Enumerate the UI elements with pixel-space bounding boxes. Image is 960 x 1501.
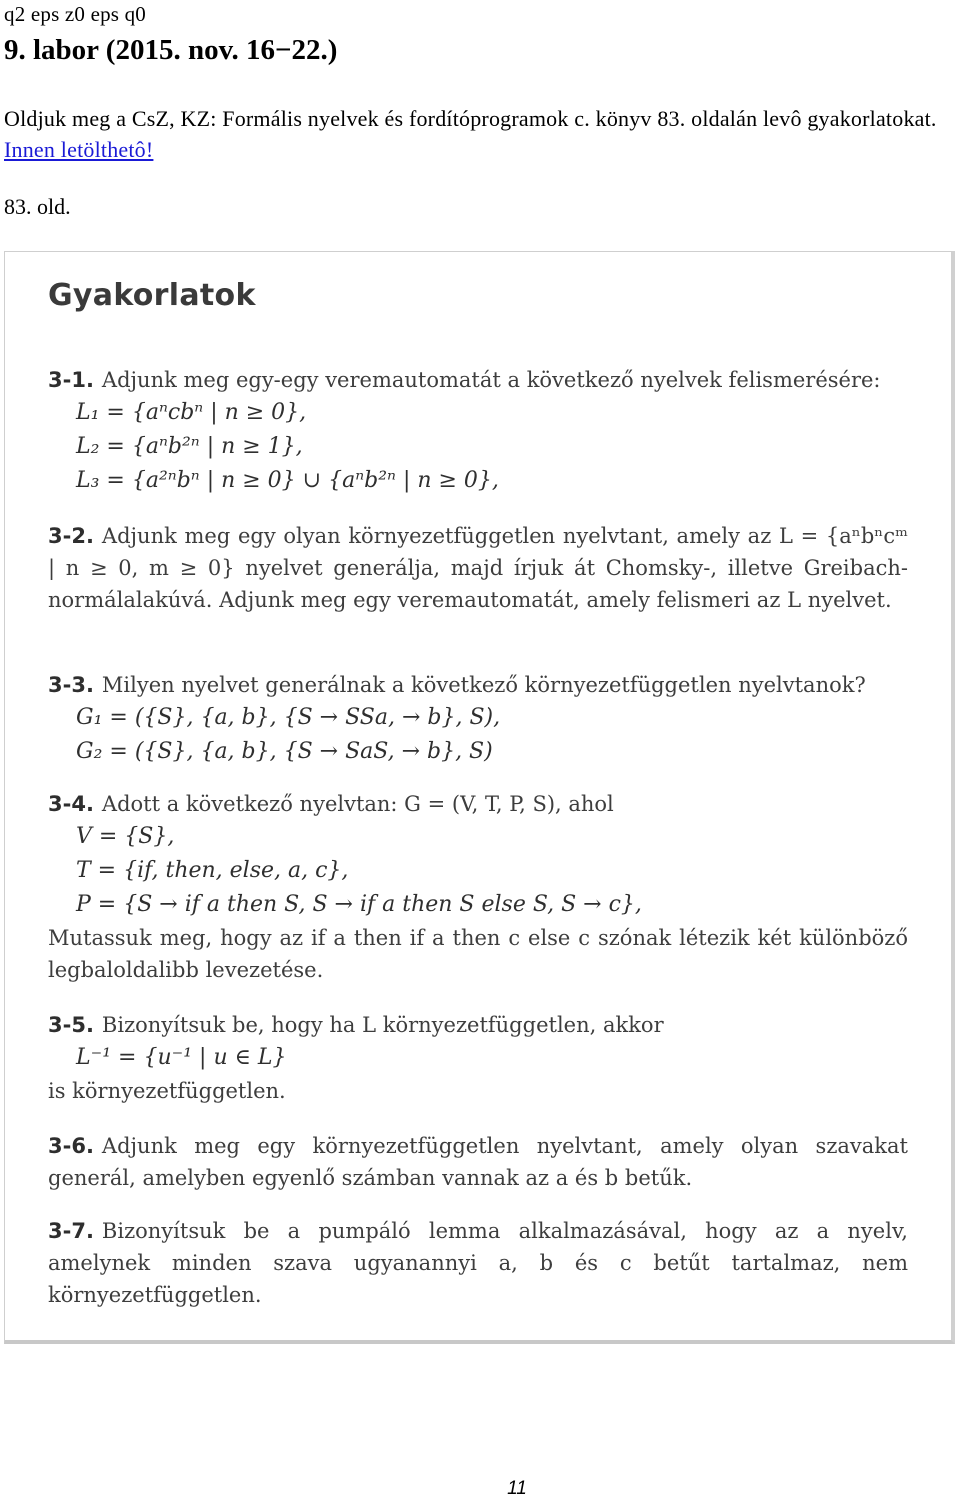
exercise-number: 3-4.: [48, 792, 94, 816]
equation: G₂ = ({S}, {a, b}, {S → SaS, → b}, S): [76, 739, 493, 764]
exercise-outro: Mutassuk meg, hogy az if a then if a then c else c szónak létezik két különböző legbaloldalibb levezetése.: [48, 926, 908, 982]
exercise-3-7: [48, 1215, 908, 1311]
exercise-text: Adjunk meg egy környezetfüggetlen nyelvtant, amely olyan szavakat generál, amelyben egyenlő számban vannak az a és b betűk.: [48, 1134, 908, 1190]
intro-paragraph: [4, 103, 956, 165]
equation: V = {S},: [76, 824, 175, 849]
scanned-textbook-page: [4, 251, 955, 1344]
equation: P = {S → if a then S, S → if a then S else S, S → c},: [76, 892, 642, 917]
lab-title: 9. labor (2015. nov. 16−22.): [4, 34, 338, 66]
equation: L₂ = {aⁿb²ⁿ | n ≥ 1},: [76, 434, 303, 459]
exercise-3-1: [48, 364, 908, 498]
exercises-heading: Gyakorlatok: [48, 278, 256, 313]
equation: G₁ = ({S}, {a, b}, {S → SSa, → b}, S),: [76, 705, 501, 730]
exercise-intro: Adjunk meg egy-egy veremautomatát a következő nyelvek felismerésére:: [101, 368, 881, 392]
exercise-3-3: [48, 669, 908, 769]
exercise-3-6: [48, 1130, 908, 1194]
exercise-3-5: [48, 1009, 908, 1107]
page-reference: 83. old.: [4, 194, 71, 219]
exercise-number: 3-7.: [48, 1219, 94, 1243]
exercise-number: 3-6.: [48, 1134, 94, 1158]
equation: L⁻¹ = {u⁻¹ | u ∈ L}: [76, 1045, 287, 1070]
equation: T = {if, then, else, a, c},: [76, 858, 349, 883]
exercise-intro: Adott a következő nyelvtan: G = (V, T, P, S), ahol: [101, 792, 614, 816]
equation: L₃ = {a²ⁿbⁿ | n ≥ 0} ∪ {aⁿb²ⁿ | n ≥ 0},: [76, 468, 499, 493]
equation: L₁ = {aⁿcbⁿ | n ≥ 0},: [76, 400, 307, 425]
exercise-intro: Milyen nyelvet generálnak a következő környezetfüggetlen nyelvtanok?: [101, 673, 866, 697]
exercise-number: 3-2.: [48, 524, 94, 548]
download-link[interactable]: Innen letölthetô!: [4, 137, 154, 162]
exercise-number: 3-3.: [48, 673, 94, 697]
page-number: [0, 1478, 960, 1500]
intro-text: Oldjuk meg a CsZ, KZ: Formális nyelvek és fordítóprogramok c. könyv 83. oldalán levô gyakorlatokat.: [4, 106, 937, 131]
page-number-text: 11: [507, 1478, 527, 1499]
exercise-number: 3-1.: [48, 368, 94, 392]
exercise-text: Bizonyítsuk be a pumpáló lemma alkalmazásával, hogy az a nyelv, amelynek minden szava ugyanannyi a, b és c betűt tartalmaz, nem környezetfüggetlen.: [48, 1219, 908, 1307]
header-symbol-line: q2 eps z0 eps q0: [4, 2, 147, 26]
exercise-intro: Bizonyítsuk be, hogy ha L környezetfüggetlen, akkor: [101, 1013, 664, 1037]
exercise-3-4: [48, 788, 908, 986]
exercise-number: 3-5.: [48, 1013, 94, 1037]
exercise-text: Adjunk meg egy olyan környezetfüggetlen nyelvtant, amely az L = {aⁿbⁿcᵐ | n ≥ 0, m ≥ 0} nyelvet generálja, majd írjuk át Chomsky-, illetve Greibach-normálalakúvá. Adjunk meg egy veremautomatát, amely felismeri az L nyelvet.: [48, 524, 908, 612]
exercise-3-2: [48, 520, 908, 616]
exercise-outro: is környezetfüggetlen.: [48, 1079, 286, 1103]
